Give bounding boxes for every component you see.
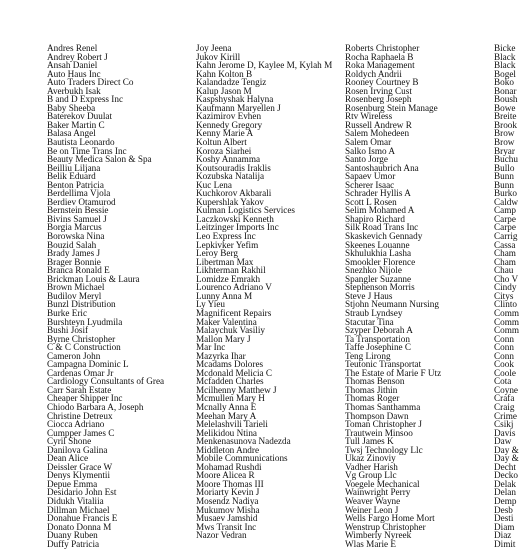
name-entry: Stacutar Tina: [345, 316, 394, 327]
name-entry: Rosenberg Joseph: [345, 94, 412, 105]
name-entry: Budilov Meryl: [47, 290, 102, 301]
name-entry: Teutonic Transportat: [345, 359, 422, 370]
name-entry: Crime: [494, 410, 517, 421]
name-entry: Thomas Benson: [345, 376, 405, 387]
name-entry: Bowe: [494, 102, 516, 113]
name-entry: Borowska Nina: [47, 231, 105, 242]
name-entry: Desidario John Est: [47, 487, 117, 498]
name-entry: Mcadams Dolores: [196, 359, 264, 370]
name-entry: Melelashvili Tarieli: [196, 419, 268, 430]
name-entry: Ukaz Zinoviy: [345, 453, 396, 464]
name-entry: Roka Management: [345, 60, 415, 71]
name-entry: Toman Christopher J: [345, 419, 422, 430]
name-entry: Craig: [494, 401, 515, 412]
name-entry: Caldw: [494, 196, 518, 207]
name-entry: Russell Andrew R: [345, 119, 412, 130]
name-entry: Byrne Christopher: [47, 333, 116, 344]
name-entry: Andrey Robert J: [47, 51, 108, 62]
name-entry: Boko: [494, 77, 514, 88]
name-entry: Desti: [494, 513, 514, 524]
name-entry: Bullo: [494, 162, 515, 173]
name-entry: Kahn Kolton B: [196, 68, 253, 79]
name-entry: Selim Mohamed A: [345, 205, 415, 216]
name-entry: Weaver Wayne: [345, 495, 401, 506]
name-entry: Ly Yieu: [196, 299, 226, 310]
name-entry: Cota: [494, 376, 512, 387]
name-entry: Koshy Annamma: [196, 154, 261, 165]
name-entry: Menkenasunova Nadezda: [196, 436, 291, 447]
name-entry: Demp: [494, 495, 517, 506]
name-entry: Carpe: [494, 222, 516, 233]
name-entry: Salem Mohedeen: [345, 128, 410, 139]
name-entry: Deissler Grace W: [47, 461, 113, 472]
name-entry: Be on Time Trans Inc: [47, 145, 127, 156]
name-entry: Ta Transportation: [345, 333, 410, 344]
name-entry: Wainwright Perry: [345, 487, 411, 498]
name-entry: Salem Omar: [345, 137, 392, 148]
name-entry: Mallon Mary J: [196, 333, 251, 344]
name-entry: Bunn: [494, 171, 514, 182]
name-entry: Kozubska Natalija: [196, 171, 265, 182]
name-entry: Duffy Patricia: [47, 538, 100, 549]
name-entry: Thomas Santhamma: [345, 401, 421, 412]
name-entry: Snezhko Nijole: [345, 265, 402, 276]
name-entry: Koutsouradis Iraklis: [196, 162, 271, 173]
name-entry: Magnificent Repairs: [196, 307, 272, 318]
name-entry: Danilova Galina: [47, 444, 108, 455]
name-entry: Joy Jeena: [196, 43, 232, 53]
name-entry: Carrig: [494, 231, 518, 242]
name-entry: Kulman Logistics Services: [196, 205, 296, 216]
name-entry: Vg Group Llc: [345, 470, 397, 481]
name-entry: Borgia Marcus: [47, 222, 102, 233]
name-entry: Carr Sarah Estate: [47, 384, 112, 395]
name-entry: Straub Lyndsey: [345, 307, 403, 318]
name-entry: B and D Express Inc: [47, 94, 124, 105]
name-entry: Mazyrka Ihar: [196, 350, 246, 361]
name-entry: Jukov Kirill: [196, 51, 241, 62]
name-entry: Depue Emma: [47, 478, 98, 489]
name-entry: Thompson Dawn: [345, 410, 409, 421]
name-entry: Bonar: [494, 85, 517, 96]
name-entry: Tull James K: [345, 436, 394, 447]
name-entry: Cook: [494, 359, 514, 370]
name-entry: Dean Alice: [47, 453, 89, 464]
name-entry: Bivins Samuel J: [47, 213, 107, 224]
name-entry: Trautwein Minsoo: [345, 427, 413, 438]
name-entry: Mosendz Nadiya: [196, 495, 259, 506]
name-column-4: [494, 43, 519, 549]
name-entry: Twsj Technology Llc: [345, 444, 423, 455]
name-entry: Coole: [494, 367, 516, 378]
name-entry: Brager Bonnie: [47, 256, 101, 267]
name-entry: Brow: [494, 137, 515, 148]
name-entry: Kupershlak Yakov: [196, 196, 264, 207]
name-entry: Stephenson Morris: [345, 282, 415, 293]
name-entry: Berdellima Vjola: [47, 188, 111, 199]
name-entry: Bouzid Salah: [47, 239, 97, 250]
name-entry: Wlas Marie E: [345, 538, 397, 549]
name-entry: Lourenco Adriano V: [196, 282, 272, 293]
name-entry: Leitzinger Imports Inc: [196, 222, 279, 233]
name-entry: Conn: [494, 333, 514, 344]
name-entry: Ciocca Adriano: [47, 419, 105, 430]
name-entry: Desb: [494, 504, 513, 515]
name-entry: Kalup Jason M: [196, 85, 252, 96]
name-entry: Conn: [494, 342, 514, 353]
name-entry: Szyper Deborah A: [345, 325, 413, 336]
name-entry: Donato Donna M: [47, 521, 112, 532]
name-entry: Spangler Suzanne: [345, 273, 412, 284]
name-entry: Kuc Lena: [196, 179, 232, 190]
name-entry: Kaufmann Maryellen J: [196, 102, 281, 113]
name-entry: Daw: [494, 436, 512, 447]
name-entry: Likhterman Rakhil: [196, 265, 266, 276]
name-entry: Salko Ismo A: [345, 145, 396, 156]
name-entry: Weiner Leon J: [345, 504, 399, 515]
name-entry: Melikidou Ntina: [196, 427, 257, 438]
name-entry: Black: [494, 60, 516, 71]
name-entry: Cassa: [494, 239, 516, 250]
name-entry: Scott L Rosen: [345, 196, 397, 207]
name-entry: Chiodo Barbara A, Joseph: [47, 401, 144, 412]
name-entry: Cardiology Consultants of Grea: [47, 376, 165, 387]
name-entry: Cho V: [494, 273, 519, 284]
name-entry: Berdiev Otamurod: [47, 196, 116, 207]
name-entry: Didukh Vitaliia: [47, 495, 104, 506]
name-entry: Kazimirov Evhen: [196, 111, 262, 122]
name-entry: Roldych Andrii: [345, 68, 402, 79]
name-entry: Ansah Daniel: [47, 60, 98, 71]
name-entry: Benton Patricia: [47, 179, 104, 190]
name-entry: Decko: [494, 470, 518, 481]
name-entry: Belik Eduard: [47, 171, 96, 182]
name-entry: Duany Ruben: [47, 530, 98, 541]
name-entry: Libertman Max: [196, 256, 254, 267]
name-entry: Moore Alicea R: [196, 470, 255, 481]
name-entry: Delan: [494, 487, 516, 498]
name-entry: Scherer Isaac: [345, 179, 395, 190]
name-entry: Brady James J: [47, 248, 101, 259]
name-entry: Schrader Hyllis A: [345, 188, 411, 199]
name-entry: Diam: [494, 521, 515, 532]
name-entry: Koltun Albert: [196, 137, 247, 148]
name-entry: Shapiro Richard: [345, 213, 405, 224]
name-entry: Balasa Angel: [47, 128, 96, 139]
name-entry: Cardenas Omar Jr: [47, 367, 114, 378]
name-entry: Baby Sheeba: [47, 102, 96, 113]
name-entry: Mws Transit Inc: [196, 521, 257, 532]
name-entry: Bautista Leonardo: [47, 137, 115, 148]
name-column-3: [345, 44, 491, 548]
name-entry: Auto Traders Direct Co: [47, 77, 134, 88]
name-entry: Burshteyn Lyudmila: [47, 316, 123, 327]
name-entry: Campagna Dominic L: [47, 359, 129, 370]
name-entry: Thomas Roger: [345, 393, 400, 404]
name-entry: Kalandadze Tengiz: [196, 77, 267, 88]
name-entry: Bryar: [494, 145, 515, 156]
name-entry: Csikj: [494, 419, 514, 430]
name-entry: Branca Ronald E: [47, 265, 110, 276]
name-entry: Cameron John: [47, 350, 101, 361]
name-entry: Diaz: [494, 530, 512, 541]
name-entry: Beauty Medica Salon & Spa: [47, 154, 152, 165]
name-entry: Thomas Jithin: [345, 384, 398, 395]
name-entry: Brickman Louis & Laura: [47, 273, 140, 284]
name-entry: Camp: [494, 205, 516, 216]
name-entry: Lepkivker Yefim: [196, 239, 259, 250]
name-entry: Bunn: [494, 179, 514, 190]
name-entry: Voegele Mechanical: [345, 478, 420, 489]
name-entry: Comm: [494, 325, 519, 336]
name-entry: Bunzl Distribution: [47, 299, 116, 310]
name-entry: Sapaev Umor: [345, 171, 396, 182]
name-entry: Comm: [494, 307, 519, 318]
name-entry: Dimit: [494, 538, 516, 549]
name-entry: Conn: [494, 350, 514, 361]
name-entry: Steve J Haus: [345, 290, 393, 301]
name-entry: Baterekov Duulat: [47, 111, 113, 122]
name-entry: Teng Lirong: [345, 350, 391, 361]
name-entry: Stjohn Neumann Nursing: [345, 299, 439, 310]
name-entry: Beilliu Liljana: [47, 162, 101, 173]
name-entry: Christine Detreux: [47, 410, 113, 421]
name-entry: Boush: [494, 94, 518, 105]
name-entry: Brook: [494, 119, 517, 130]
name-entry: Bernstein Bessie: [47, 205, 109, 216]
name-entry: Cumpper James C: [47, 427, 115, 438]
name-entry: Taffe Josephine C: [345, 342, 412, 353]
name-entry: Rooney Courtney B: [345, 77, 419, 88]
name-entry: Mcilhenny Matthew J: [196, 384, 277, 395]
name-entry: Dillman Michael: [47, 504, 110, 515]
name-entry: Koroza Siarhei: [196, 145, 252, 156]
name-entry: Brown Michael: [47, 282, 105, 293]
name-entry: Mukumov Misha: [196, 504, 260, 515]
name-entry: Bicke: [494, 43, 516, 53]
name-entry: Wells Fargo Home Mort: [345, 513, 435, 524]
name-entry: Cham: [494, 256, 516, 267]
name-entry: Auto Haus Inc: [47, 68, 101, 79]
name-entry: Skaskevich Gennady: [345, 231, 423, 242]
name-entry: Brow: [494, 128, 515, 139]
name-entry: Bushi Josif: [47, 325, 89, 336]
name-entry: Mcnally Anna E: [196, 401, 257, 412]
name-entry: Carpe: [494, 213, 516, 224]
name-entry: Rosen Irving Cust: [345, 85, 412, 96]
name-entry: Mcdonald Melicia C: [196, 367, 273, 378]
name-entry: Cyril Shone: [47, 436, 92, 447]
name-entry: Day &: [494, 453, 519, 464]
name-entry: Leroy Berg: [196, 248, 238, 259]
name-entry: Lunny Anna M: [196, 290, 253, 301]
name-entry: Davis: [494, 427, 516, 438]
name-entry: Mar Inc: [196, 342, 226, 353]
name-entry: Kahn Jerome D, Kaylee M, Kylah M: [196, 60, 333, 71]
name-entry: Cham: [494, 248, 516, 259]
name-entry: The Estate of Marie F Utz: [345, 367, 442, 378]
name-entry: Delak: [494, 478, 516, 489]
name-entry: Santoshaubrich Ana: [345, 162, 419, 173]
name-entry: Musaev Jamshid: [196, 513, 258, 524]
name-entry: Vadher Harish: [345, 461, 398, 472]
name-entry: Kenny Marie A: [196, 128, 254, 139]
name-entry: Donahue Francis E: [47, 513, 118, 524]
name-entry: Wimberly Nyreek: [345, 530, 412, 541]
name-entry: Breite: [494, 111, 517, 122]
name-entry: Comm: [494, 316, 519, 327]
name-entry: Rtv Wireless: [345, 111, 393, 122]
name-entry: Clinto: [494, 299, 517, 310]
name-entry: Cindy: [494, 282, 517, 293]
name-entry: Leo Express Inc: [196, 231, 256, 242]
name-entry: Moore Thomas III: [196, 478, 264, 489]
name-entry: Burko: [494, 188, 517, 199]
name-entry: Rocha Raphaela B: [345, 51, 414, 62]
name-entry: Andres Renel: [47, 43, 98, 53]
name-entry: Kuchkorov Akbarali: [196, 188, 272, 199]
name-entry: Mcfadden Charles: [196, 376, 264, 387]
name-entry: Meehan Mary A: [196, 410, 257, 421]
name-entry: Kaspshyshak Halyna: [196, 94, 274, 105]
name-entry: Chau: [494, 265, 514, 276]
name-entry: Wenstrup Christopher: [345, 521, 426, 532]
name-entry: Averbukh Isak: [47, 85, 101, 96]
name-entry: Crafa: [494, 393, 515, 404]
name-entry: Rosenburg Stein Manage: [345, 102, 438, 113]
name-entry: Black: [494, 51, 516, 62]
name-entry: C & C Construction: [47, 342, 121, 353]
name-entry: Decht: [494, 461, 516, 472]
name-entry: Skhulukhia Lasha: [345, 248, 412, 259]
name-entry: Maker Valentina: [196, 316, 257, 327]
name-entry: Day &: [494, 444, 519, 455]
name-entry: Nazor Vedran: [196, 530, 247, 541]
name-entry: Laczkowski Kenneth: [196, 213, 274, 224]
name-entry: Mobile Communications: [196, 453, 288, 464]
name-entry: Denys Klymentii: [47, 470, 111, 481]
name-entry: Cheaper Shipper Inc: [47, 393, 123, 404]
name-entry: Baker Martin C: [47, 119, 105, 130]
name-entry: Malaychuk Vasiliy: [196, 325, 265, 336]
name-entry: Smookler Florence: [345, 256, 416, 267]
name-entry: Bogel: [494, 68, 516, 79]
name-entry: Santo Jorge: [345, 154, 388, 165]
name-entry: Skeenes Louanne: [345, 239, 410, 250]
name-entry: Roberts Christopher: [345, 43, 420, 53]
name-entry: Middleton Andre: [196, 444, 260, 455]
name-entry: Mcmullen Mary H: [196, 393, 265, 404]
name-entry: Lomidze Emrakh: [196, 273, 261, 284]
name-entry: Burke Eric: [47, 307, 88, 318]
name-entry: Buchu: [494, 154, 518, 165]
name-entry: Coyne: [494, 384, 518, 395]
name-entry: Mohamad Rushdi: [196, 461, 262, 472]
name-entry: Moriarty Kevin J: [196, 487, 260, 498]
name-entry: Kennedy Gregory: [196, 119, 263, 130]
name-column-1: [47, 44, 194, 548]
name-entry: Silk Road Trans Inc: [345, 222, 419, 233]
name-column-2: [196, 44, 342, 540]
name-entry: Citys: [494, 290, 514, 301]
